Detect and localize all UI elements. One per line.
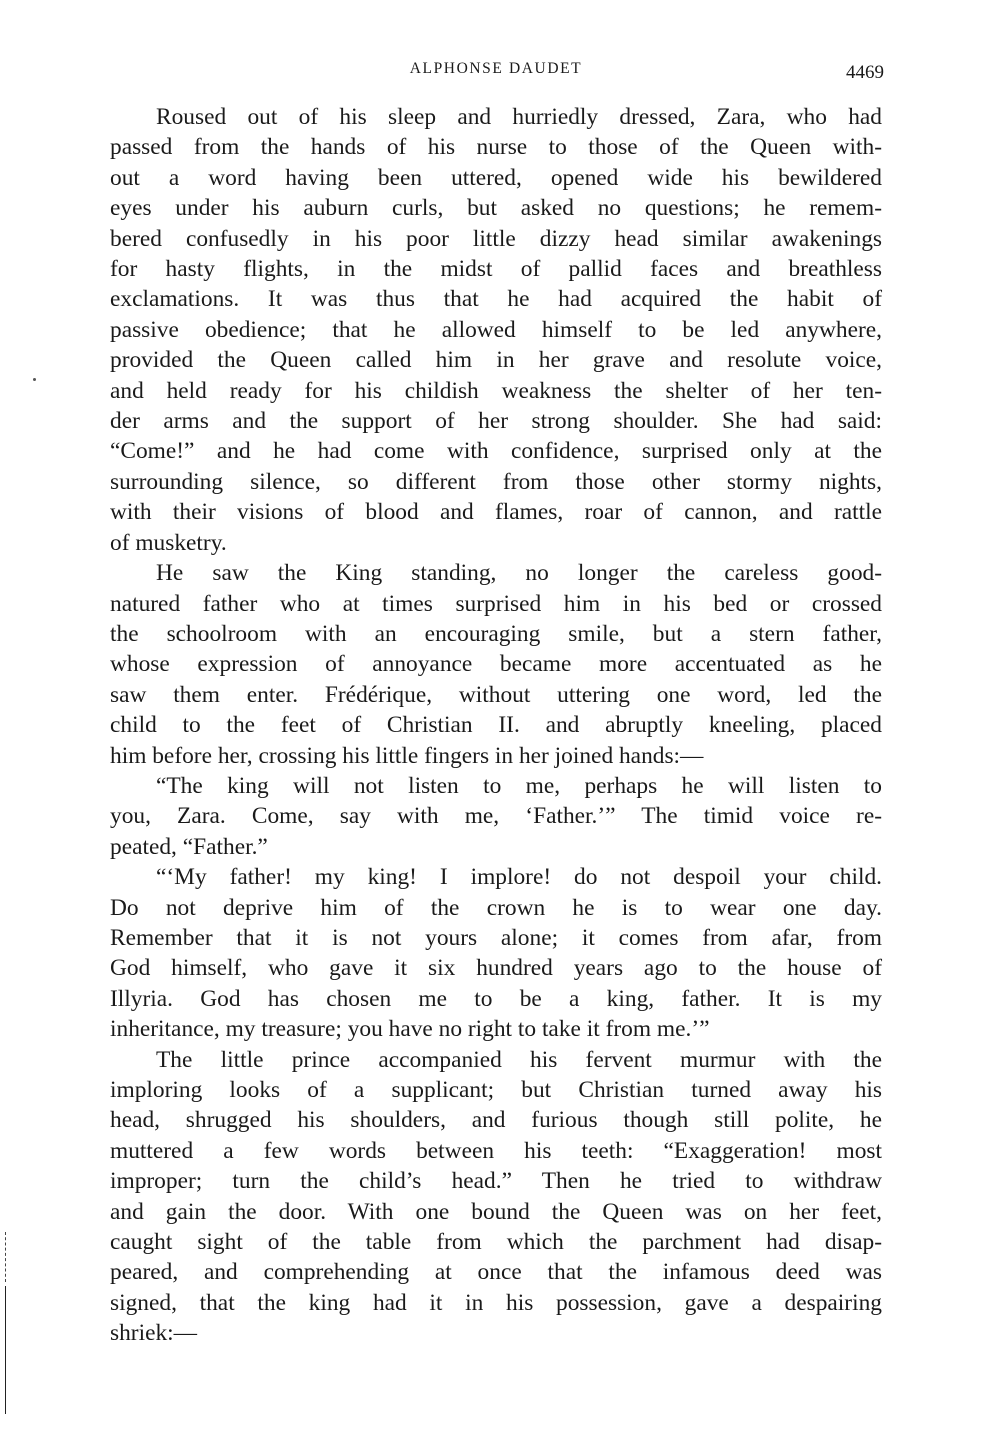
text-line: with their visions of blood and flames, roar of cannon, and rattle [110,499,882,526]
text-line: eyes under his auburn curls, but asked no questions; he remem- [110,195,882,222]
text-line: peated, “Father.” [110,833,268,860]
text-line: He saw the King standing, no longer the careless good- [156,560,882,587]
text-line: Roused out of his sleep and hurriedly dressed, Zara, who had [156,104,882,130]
text-line: signed, that the king had it in his possession, gave a despairing [110,1289,882,1316]
text-line: “The king will not listen to me, perhaps he will listen to [156,772,882,799]
text-line: peared, and comprehending at once that the infamous deed was [110,1259,882,1286]
text-line: The little prince accompanied his fervent murmur with the [156,1046,882,1073]
text-line: muttered a few words between his teeth: “Exaggeration! most [110,1137,882,1164]
text-line: “‘My father! my king! I implore! do not despoil your child. [156,864,882,891]
margin-speck [33,378,36,381]
text-line: the schoolroom with an encouraging smile, but a stern father, [110,620,882,647]
text-line: provided the Queen called him in her grave and resolute voice, [110,347,882,374]
text-line: bered confusedly in his poor little dizzy head similar awakenings [110,225,882,252]
text-line: and held ready for his childish weakness the shelter of her ten- [110,377,882,404]
text-line: inheritance, my treasure; you have no right to take it from me.’” [110,1016,710,1043]
paragraph [110,771,882,862]
text-line: saw them enter. Frédérique, without uttering one word, led the [110,681,882,708]
text-line: God himself, who gave it six hundred years ago to the house of [110,955,882,982]
running-title: ALPHONSE DAUDET [409,60,583,77]
text-line: imploring looks of a supplicant; but Christian turned away his [110,1077,882,1103]
text-line: of musketry. [110,529,227,556]
text-line: caught sight of the table from which the parchment had disap- [110,1229,882,1256]
text-line: improper; turn the child’s head.” Then he tried to withdraw [110,1168,882,1195]
running-head [110,58,882,82]
paragraph [110,558,882,771]
text-line: whose expression of annoyance became more accentuated as he [110,651,882,678]
paragraph [110,862,882,1044]
text-line: der arms and the support of her strong shoulder. She had said: [110,408,882,435]
text-line: surrounding silence, so different from those other stormy nights, [110,468,882,495]
text-line: “Come!” and he had come with confidence, surprised only at the [110,438,882,465]
text-line: for hasty flights, in the midst of pallid faces and breathless [110,256,882,283]
body-text [110,102,882,1349]
page-number: 4469 [846,62,884,83]
text-line: shriek:— [110,1320,198,1347]
text-line: Remember that it is not yours alone; it comes from afar, from [110,924,882,951]
text-line: him before her, crossing his little fingers in her joined hands:— [110,742,704,769]
margin-rule-dashed [5,1232,6,1282]
text-line: passed from the hands of his nurse to those of the Queen with- [110,134,882,161]
text-line: Do not deprive him of the crown he is to wear one day. [110,894,882,921]
text-line: out a word having been uttered, opened wide his bewildered [110,164,882,191]
margin-rule [5,1286,6,1414]
text-line: natured father who at times surprised him in his bed or crossed [110,590,882,617]
text-line: Illyria. God has chosen me to be a king, father. It is my [110,985,882,1012]
paragraph [110,102,882,558]
text-line: and gain the door. With one bound the Queen was on her feet, [110,1198,882,1225]
paragraph [110,1045,882,1349]
text-line: exclamations. It was thus that he had acquired the habit of [110,286,882,313]
text-line: child to the feet of Christian II. and abruptly kneeling, placed [110,712,882,739]
text-line: head, shrugged his shoulders, and furious though still polite, he [110,1107,882,1134]
text-line: you, Zara. Come, say with me, ‘Father.’” The timid voice re- [110,803,882,830]
text-line: passive obedience; that he allowed himself to be led anywhere, [110,316,882,343]
